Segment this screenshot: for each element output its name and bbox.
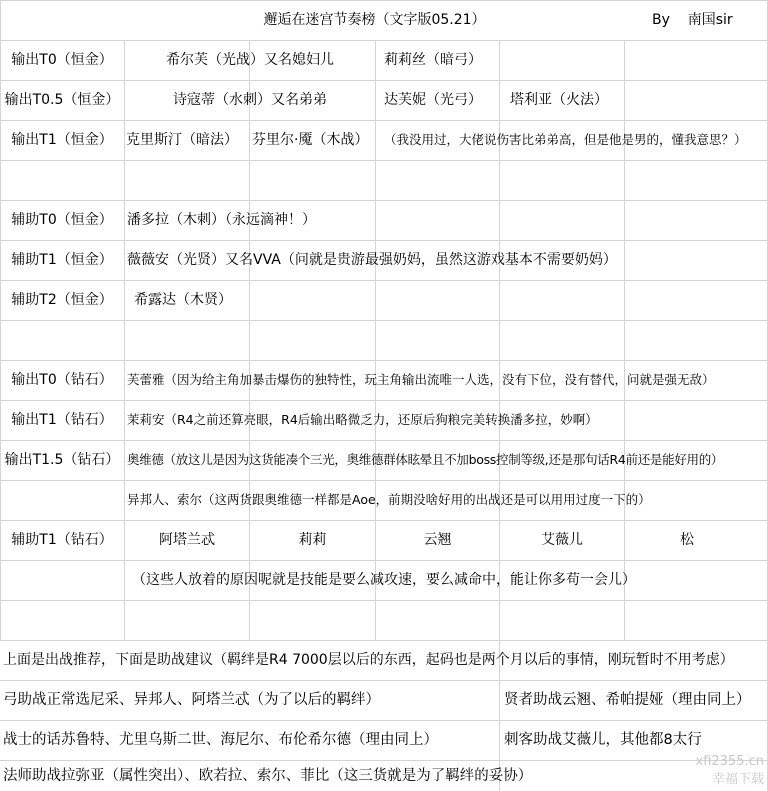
note-cell: （我没用过，大佬说伤害比弟弟高，但是他是男的，懂我意思？） (384, 132, 747, 147)
character-cell: 潘多拉（木刺）（永远滴神！） (127, 212, 316, 228)
note-cell: （这些人放着的原因呢就是技能是要么减攻速，要么减命中，能让你多苟一会儿） (132, 572, 636, 588)
watermark (696, 753, 765, 789)
tier-label (0, 560, 124, 600)
character-cell: 芬里尔·魇（木战） (252, 132, 369, 148)
character-cell: 希尔芙（光战）又名媳妇儿 (166, 52, 334, 68)
gridline (0, 160, 768, 161)
support-warrior: 战士的话苏鲁特、尤里乌斯二世、海尼尔、布伦希尔德（理由同上） (3, 732, 438, 748)
character-cell: 莉莉 (298, 532, 327, 548)
tier-label: 输出T1（恒金） (11, 132, 113, 148)
gridline (0, 320, 768, 321)
character-cell: 阿塔兰忒 (159, 532, 215, 548)
tier-label: 输出T1（钻石） (11, 412, 113, 428)
tier-label: 输出T0（钻石） (11, 372, 113, 388)
character-cell: 芙蕾雅（因为给主角加暴击爆伤的独特性，玩主角输出流唯一人选，没有下位，没有替代，问就是强无敌） (127, 372, 715, 387)
support-sage: 贤者助战云翘、希帕提娅（理由同上） (504, 692, 751, 708)
character-cell: 克里斯汀（暗法） (126, 132, 238, 148)
character-cell: 薇薇安（光贤）又名VVA（问就是贵游最强奶妈，虽然这游戏基本不需要奶妈） (127, 252, 617, 268)
character-cell: 艾薇儿 (541, 532, 583, 548)
tier-label: 输出T0（恒金） (11, 52, 113, 68)
character-cell: 莉莉丝（暗弓） (384, 52, 482, 68)
tier-label: 辅助T0（恒金） (11, 212, 113, 228)
tier-label: 输出T1.5（钻石） (4, 452, 120, 468)
character-cell: 达芙妮（光弓） (384, 92, 482, 108)
character-cell: 塔利亚（火法） (510, 92, 608, 108)
character-cell: 异邦人、索尔（这两货跟奥维德一样都是Aoe，前期没啥好用的出战还是可以用用过度一下的） (127, 492, 651, 507)
support-bow: 弓助战正常选尼采、异邦人、阿塔兰忒（为了以后的羁绊） (3, 692, 380, 708)
character-cell: 云翘 (423, 532, 452, 548)
tier-label (0, 480, 124, 520)
character-cell: 奥维德（放这儿是因为这货能凑个三光，奥维德群体眩晕且不加boss控制等级,还是那句话R4前还是能好用的） (127, 452, 724, 467)
character-cell: 茉莉安（R4之前还算亮眼，R4后输出略微乏力，还原后狗粮完美转换潘多拉，妙啊） (127, 412, 598, 427)
character-cell: 松 (680, 532, 694, 548)
tier-label: 输出T0.5（恒金） (4, 92, 120, 108)
gridline (0, 600, 768, 601)
support-assassin: 刺客助战艾薇儿，其他都8太行 (504, 732, 702, 748)
watermark-domain: xfi2355.cn (695, 754, 764, 769)
tier-label: 辅助T1（钻石） (11, 532, 113, 548)
tier-label: 辅助T1（恒金） (11, 252, 113, 268)
author-credit: By 南国sir (652, 12, 733, 28)
support-mage: 法师助战拉弥亚（属性突出）、欧若拉、索尔、菲比（这三货就是为了羁绊的妥协） (3, 767, 533, 784)
character-cell: 希露达（木贤） (134, 292, 232, 308)
character-cell: 诗寇蒂（水刺）又名弟弟 (173, 92, 327, 108)
sheet-title: 邂逅在迷宫节奏榜（文字版05.21） (263, 12, 486, 28)
support-intro: 上面是出战推荐，下面是助战建议（羁绊是R4 7000层以后的东西，起码也是两个月以后的事情，刚玩暂时不用考虑） (3, 652, 734, 668)
tier-label: 辅助T2（恒金） (11, 292, 113, 308)
watermark-brand: 幸福下载 (711, 772, 764, 787)
